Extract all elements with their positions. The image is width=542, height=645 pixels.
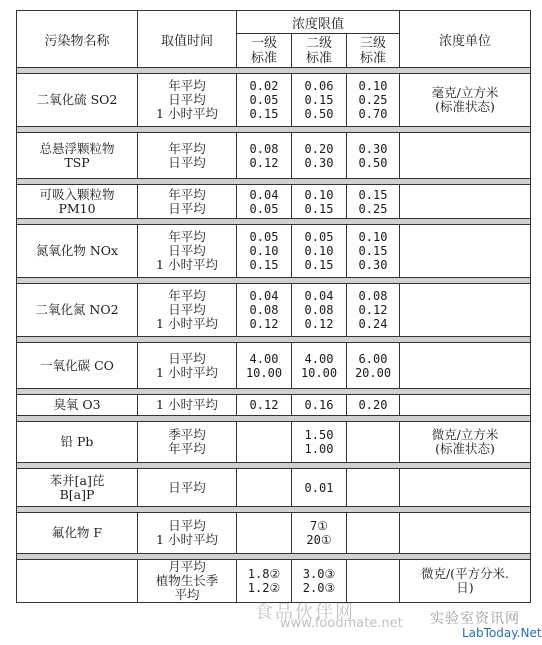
table-row <box>17 395 531 416</box>
table-row <box>17 133 531 179</box>
unit-cell <box>400 225 531 278</box>
table-row <box>17 284 531 337</box>
time-cell: 年平均 日平均 1 小时平均 <box>138 225 237 278</box>
grade1-cell: 0.02 0.05 0.15 <box>237 74 292 127</box>
pollutant-name-cell: 苯并[a]芘 B[a]P <box>17 469 138 507</box>
watermark-center: 食品伙伴网 <box>255 602 355 623</box>
grade3-cell <box>347 422 400 463</box>
grade3-cell: 0.20 <box>347 395 400 416</box>
table-row <box>17 469 531 507</box>
table-row <box>17 560 531 603</box>
time-cell: 月平均 植物生长季 平均 <box>138 560 237 603</box>
unit-cell: 微克/(平方分米. 日) <box>400 560 531 603</box>
unit-cell <box>400 133 531 179</box>
unit-cell <box>400 469 531 507</box>
table-row <box>17 343 531 389</box>
header-limits: 浓度限值 <box>237 11 400 34</box>
grade1-cell <box>237 513 292 554</box>
unit-cell <box>400 343 531 389</box>
unit-cell: 毫克/立方米 (标准状态) <box>400 74 531 127</box>
grade2-cell: 0.20 0.30 <box>292 133 347 179</box>
unit-cell: 微克/立方米 (标准状态) <box>400 422 531 463</box>
table-row <box>17 185 531 219</box>
grade1-cell: 0.08 0.12 <box>237 133 292 179</box>
table-row <box>17 422 531 463</box>
grade1-cell: 0.05 0.10 0.15 <box>237 225 292 278</box>
header-unit: 浓度单位 <box>400 11 531 68</box>
time-cell: 日平均 1 小时平均 <box>138 343 237 389</box>
grade3-cell: 0.15 0.25 <box>347 185 400 219</box>
grade2-cell: 0.01 <box>292 469 347 507</box>
grade1-cell: 0.04 0.08 0.12 <box>237 284 292 337</box>
grade3-cell <box>347 513 400 554</box>
pollutant-name-cell: 二氧化氮 NO2 <box>17 284 138 337</box>
pollutant-name-cell: 一氧化碳 CO <box>17 343 138 389</box>
grade1-cell <box>237 469 292 507</box>
header-pollutant: 污染物名称 <box>17 11 138 68</box>
unit-cell <box>400 185 531 219</box>
header-time: 取值时间 <box>138 11 237 68</box>
header-grade2: 二级 标准 <box>292 34 347 68</box>
grade2-cell: 3.0③ 2.0③ <box>292 560 347 603</box>
table-body <box>17 11 531 603</box>
pollutant-name-cell: 二氧化硫 SO2 <box>17 74 138 127</box>
watermark-corner: 实验室资讯网 <box>430 611 520 627</box>
grade2-cell: 4.00 10.00 <box>292 343 347 389</box>
grade1-cell: 0.12 <box>237 395 292 416</box>
unit-cell <box>400 513 531 554</box>
pollutant-name-cell: 总悬浮颗粒物 TSP <box>17 133 138 179</box>
air-quality-standards-table <box>16 10 531 603</box>
grade2-cell: 7① 20① <box>292 513 347 554</box>
grade2-cell: 0.16 <box>292 395 347 416</box>
grade2-cell: 0.06 0.15 0.50 <box>292 74 347 127</box>
grade2-cell: 0.10 0.15 <box>292 185 347 219</box>
grade3-cell <box>347 469 400 507</box>
grade2-cell: 0.04 0.08 0.12 <box>292 284 347 337</box>
time-cell: 年平均 日平均 1 小时平均 <box>138 74 237 127</box>
grade1-cell: 4.00 10.00 <box>237 343 292 389</box>
pollutant-name-cell: 铅 Pb <box>17 422 138 463</box>
time-cell: 季平均 年平均 <box>138 422 237 463</box>
time-cell: 年平均 日平均 <box>138 185 237 219</box>
grade3-cell: 0.30 0.50 <box>347 133 400 179</box>
table-row <box>17 513 531 554</box>
grade3-cell: 0.10 0.25 0.70 <box>347 74 400 127</box>
grade2-cell: 1.50 1.00 <box>292 422 347 463</box>
unit-cell <box>400 395 531 416</box>
unit-cell <box>400 284 531 337</box>
header-row <box>17 11 531 34</box>
time-cell: 日平均 <box>138 469 237 507</box>
grade1-cell: 1.8② 1.2② <box>237 560 292 603</box>
grade3-cell <box>347 560 400 603</box>
time-cell: 日平均 1 小时平均 <box>138 513 237 554</box>
watermark-center-url: www.foodmate.net <box>280 616 403 631</box>
grade3-cell: 0.10 0.15 0.30 <box>347 225 400 278</box>
header-grade1: 一级 标准 <box>237 34 292 68</box>
grade3-cell: 0.08 0.12 0.24 <box>347 284 400 337</box>
pollutant-name-cell: 氮氧化物 NOx <box>17 225 138 278</box>
table-row <box>17 74 531 127</box>
grade1-cell: 0.04 0.05 <box>237 185 292 219</box>
table-row <box>17 225 531 278</box>
pollutant-name-cell: 氟化物 F <box>17 513 138 554</box>
pollutant-name-cell: 可吸入颗粒物 PM10 <box>17 185 138 219</box>
time-cell: 年平均 日平均 <box>138 133 237 179</box>
header-grade3: 三级 标准 <box>347 34 400 68</box>
grade2-cell: 0.05 0.10 0.15 <box>292 225 347 278</box>
pollutant-name-cell: 臭氧 O3 <box>17 395 138 416</box>
watermark-corner-url: LabToday.Net <box>462 626 542 640</box>
grade3-cell: 6.00 20.00 <box>347 343 400 389</box>
time-cell: 1 小时平均 <box>138 395 237 416</box>
pollutant-name-cell <box>17 560 138 603</box>
grade1-cell <box>237 422 292 463</box>
time-cell: 年平均 日平均 1 小时平均 <box>138 284 237 337</box>
